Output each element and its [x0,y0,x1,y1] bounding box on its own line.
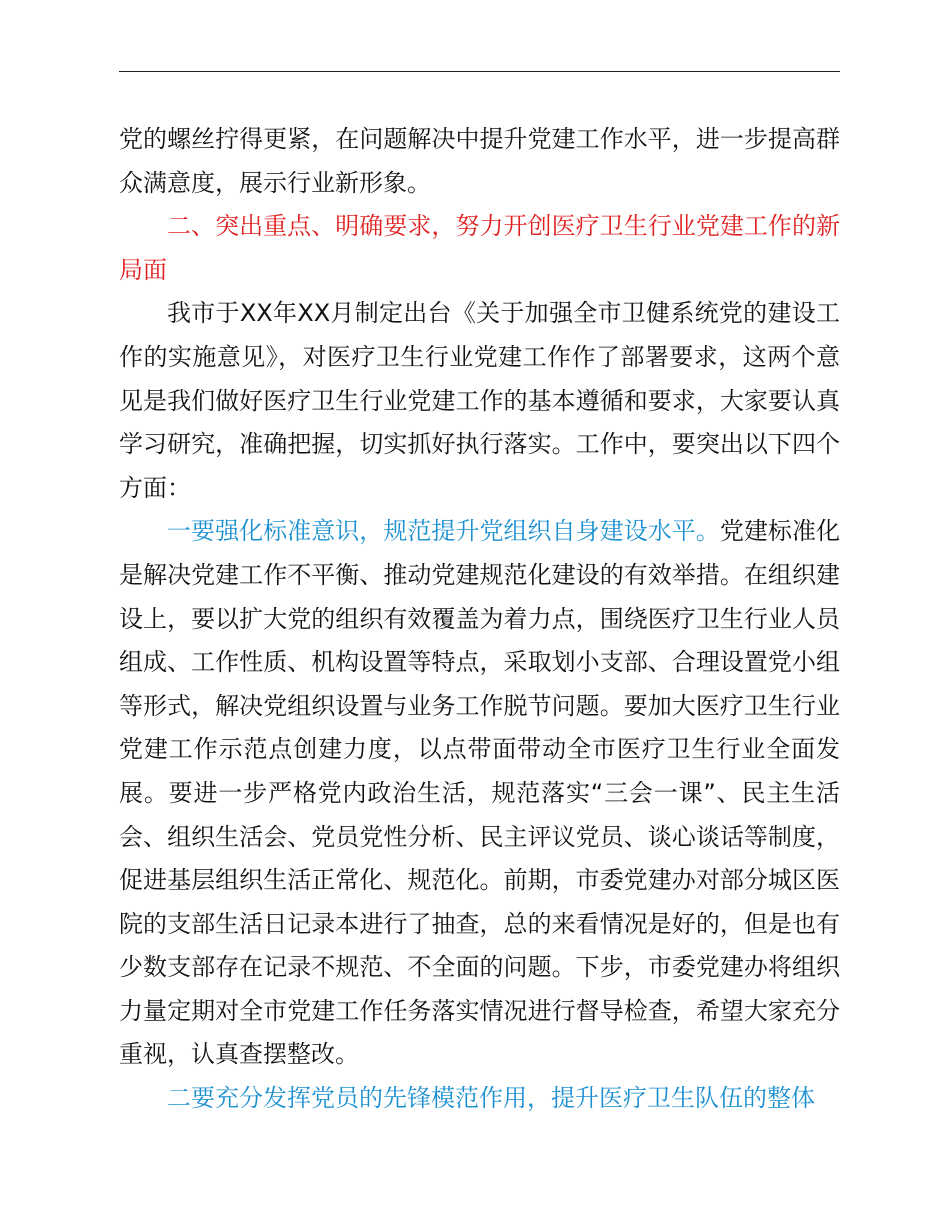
point-two-lead: 二要充分发挥党员的先锋模范作用，提升医疗卫生队伍的整体 [167,1084,815,1113]
paragraph-intro: 我市于XX年XX月制定出台《关于加强全市卫健系统党的建设工作的实施意见》，对医疗卫生行业党建工作作了部署要求，这两个意见是我们做好医疗卫生行业党建工作的基本遵循和要求，大家要认真学习研究，准确把握，切实抓好执行落实。工作中，要突出以下四个方面： [119,299,840,502]
paragraph-continuation: 党的螺丝拧得更紧，在问题解决中提升党建工作水平，进一步提高群众满意度，展示行业新形象。 [119,125,840,197]
point-one-lead: 一要强化标准意识，规范提升党组织自身建设水平。 [167,517,720,546]
paragraph-point-one [119,510,840,1077]
document-body [119,118,840,1121]
header-rule [119,71,840,72]
paragraph-point-two [119,1077,840,1121]
section-heading: 二、突出重点、明确要求，努力开创医疗卫生行业党建工作的新局面 [119,212,840,284]
point-one-body: 党建标准化是解决党建工作不平衡、推动党建规范化建设的有效举措。在组织建设上，要以扩大党的组织有效覆盖为着力点，围绕医疗卫生行业人员组成、工作性质、机构设置等特点，采取划小支部、合理设置党小组等形式，解决党组织设置与业务工作脱节问题。要加大医疗卫生行业党建工作示范点创建力度，以点带面带动全市医疗卫生行业全面发展。要进一步严格党内政治生活，规范落实“三会一课”、民主生活会、组织生活会、党员党性分析、民主评议党员、谈心谈话等制度，促进基层组织生活正常化、规范化。前期，市委党建办对部分城区医院的支部生活日记录本进行了抽查，总的来看情况是好的，但是也有少数支部存在记录不规范、不全面的问题。下步，市委党建办将组织力量定期对全市党建工作任务落实情况进行督导检查，希望大家充分重视，认真查摆整改。 [119,517,841,1069]
